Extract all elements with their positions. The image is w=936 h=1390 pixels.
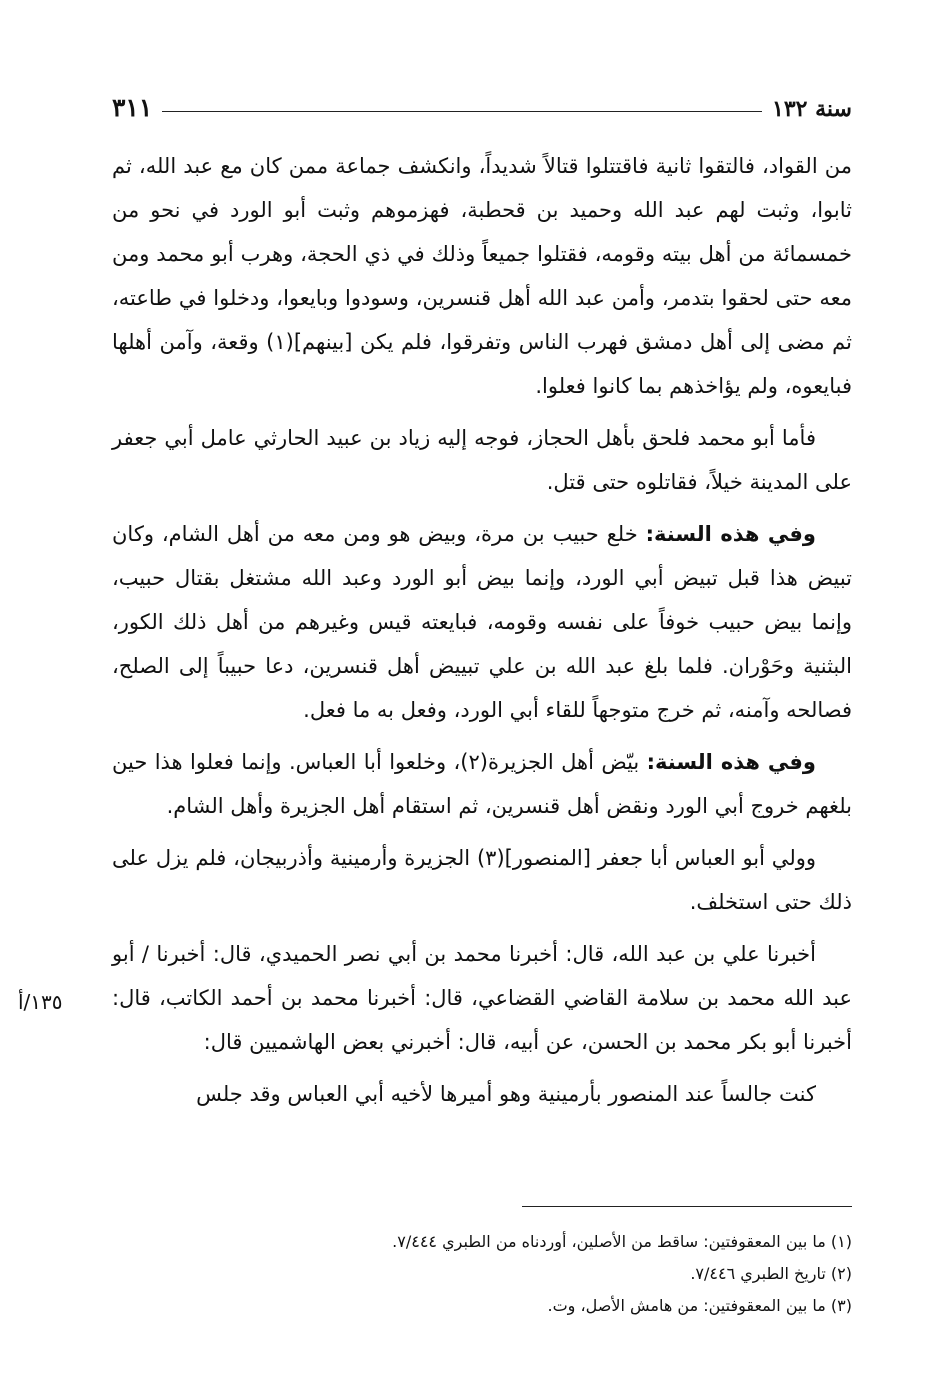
manuscript-folio-note: ١٣٥/أ — [18, 990, 63, 1014]
footnote: (٣) ما بين المعقوفتين: من هامش الأصل، وت. — [547, 1296, 852, 1315]
paragraph — [112, 836, 852, 924]
paragraph — [112, 512, 852, 732]
paragraph-text: كنت جالساً عند المنصور بأرمينية وهو أميرها لأخيه أبي العباس وقد جلس — [196, 1082, 816, 1106]
paragraph-text: خلع حبيب بن مرة، وبيض هو ومن معه من أهل الشام، وكان تبيض هذا قبل تبيض أبي الورد، وإنما بيض أبو الورد وعبد الله مشتغل بقتال حبيب، وإنما بيض حبيب خوفاً على نفسه وقومه، فبايعته قيس وغيرهم من أهل ذلك الكور، البثنية وحَوْران. فلما بلغ عبد الله بن علي تبييض أهل قنسرين، دعا حبيباً إلى الصلح، فصالحه وآمنه، ثم خرج متوجهاً للقاء أبي الورد، وفعل به ما فعل. — [112, 522, 852, 722]
paragraph — [112, 1072, 852, 1116]
paragraph-text: من القواد، فالتقوا ثانية فاقتتلوا قتالاً شديداً، وانكشف جماعة ممن كان مع عبد الله، ثم ثابوا، وثبت لهم عبد الله وحميد بن قحطبة، فهزموهم وثبت أبو الورد في نحو من خمسمائة من أهل بيته وقومه، فقتلوا جميعاً وذلك في ذي الحجة، وهرب أبو محمد ومن معه حتى لحقوا بتدمر، وأمن عبد الله أهل قنسرين، وسودوا وبايعوا، ودخلوا في طاعته، ثم مضى إلى أهل دمشق فهرب الناس وتفرقوا، فلم يكن [بينهم](١) وقعة، وآمن أهلها فبايعوه، ولم يؤاخذهم بما كانوا فعلوا. — [112, 154, 852, 398]
paragraph — [112, 144, 852, 408]
footnotes — [112, 1226, 852, 1322]
page-header — [112, 78, 852, 122]
paragraph-lead: وفي هذه السنة: — [646, 750, 816, 774]
paragraph — [112, 932, 852, 1064]
page-number: ٣١١ — [112, 93, 153, 122]
paragraph — [112, 416, 852, 504]
paragraph-text: فأما أبو محمد فلحق بأهل الحجاز، فوجه إليه زياد بن عبيد الحارثي عامل أبي جعفر على المدينة خيلاً، فقاتلوه حتى قتل. — [112, 426, 852, 494]
paragraph-lead: وفي هذه السنة: — [645, 522, 816, 546]
footnote: (٢) تاريخ الطبري ٧/٤٤٦. — [690, 1264, 852, 1283]
header-year: سنة ١٣٢ — [772, 96, 852, 122]
footnote: (١) ما بين المعقوفتين: ساقط من الأصلين، أوردناه من الطبري ٧/٤٤٤. — [392, 1232, 852, 1251]
paragraph-text: وولي أبو العباس أبا جعفر [المنصور](٣) الجزيرة وأرمينية وأذربيجان، فلم يزل على ذلك حتى استخلف. — [112, 846, 852, 914]
main-text — [112, 144, 852, 1124]
paragraph-text: بيّض أهل الجزيرة(٢)، وخلعوا أبا العباس. وإنما فعلوا هذا حين بلغهم خروج أبي الورد ونقض أهل قنسرين، ثم استقام أهل الجزيرة وأهل الشام. — [112, 750, 852, 818]
footnote-divider — [522, 1206, 852, 1207]
header-rule — [162, 111, 762, 112]
paragraph-text: أخبرنا علي بن عبد الله، قال: أخبرنا محمد بن أبي نصر الحميدي، قال: أخبرنا / أبو عبد الله محمد بن سلامة القاضي القضاعي، قال: أخبرنا محمد بن أحمد الكاتب، قال: أخبرنا أبو بكر محمد بن الحسن، عن أبيه، قال: أخبرني بعض الهاشميين قال: — [112, 942, 852, 1054]
paragraph — [112, 740, 852, 828]
